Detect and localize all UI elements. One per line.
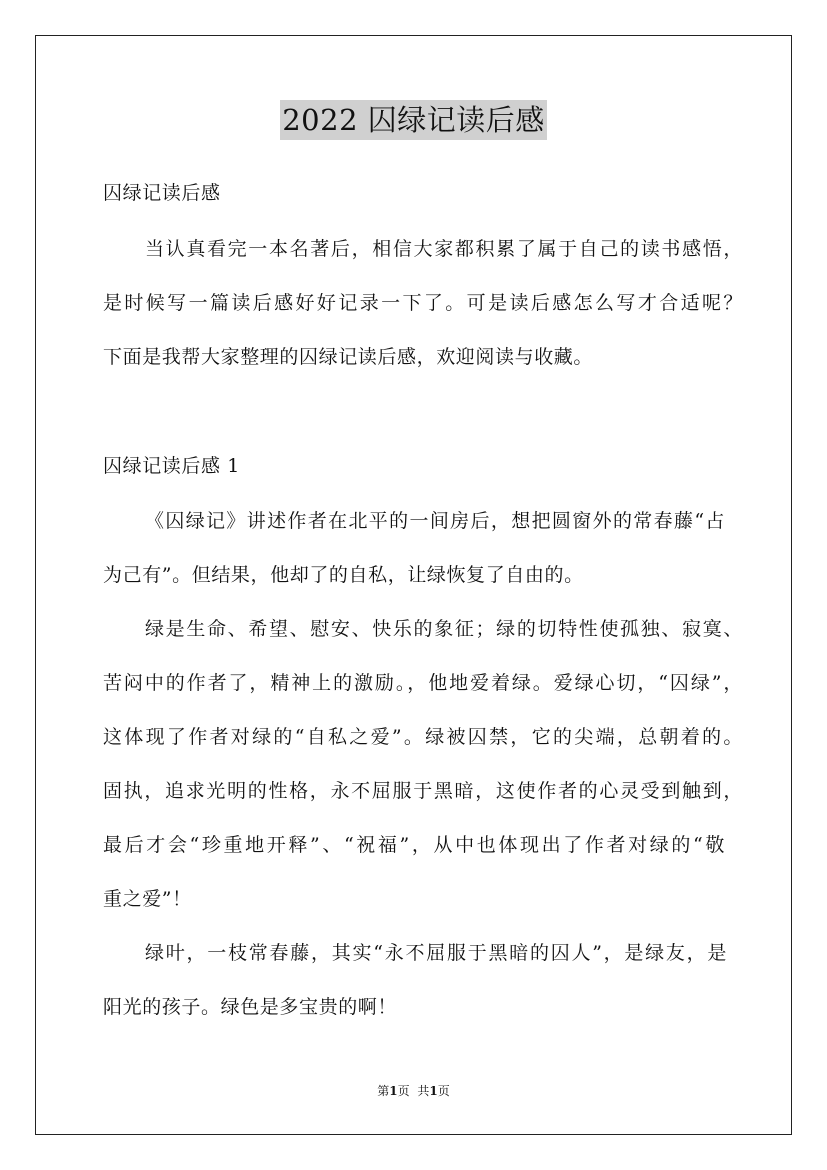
- document-title: 2022 囚绿记读后感: [280, 100, 547, 140]
- total-label-prefix: 共: [417, 1084, 430, 1098]
- total-pages: 1: [429, 1084, 438, 1098]
- intro-line: 当认真看完一本名著后，相信大家都积累了属于自己的读书感悟，: [145, 238, 743, 260]
- page-label-prefix: 第: [377, 1084, 390, 1098]
- paragraph-line: 绿是生命、希望、慰安、快乐的象征；绿的切特性使孤独、寂寞、: [145, 618, 743, 640]
- paragraph-line: 重之爱”！: [103, 888, 192, 910]
- total-label-suffix: 页: [437, 1084, 450, 1098]
- section-heading: 囚绿记读后感 1: [103, 455, 240, 477]
- page-footer: [0, 1083, 827, 1099]
- subheading: 囚绿记读后感: [103, 182, 221, 204]
- paragraph-line: 苦闷中的作者了，精神上的激励。，他地爱着绿。爱绿心切，“囚绿”，: [103, 672, 743, 694]
- page-number: 1: [389, 1084, 398, 1098]
- paragraph-line: 固执，追求光明的性格，永不屈服于黑暗，这使作者的心灵受到触到，: [103, 780, 743, 802]
- title-container: [0, 100, 827, 140]
- paragraph-line: 《囚绿记》讲述作者在北平的一间房后，想把圆窗外的常春藤“占: [145, 510, 725, 532]
- intro-line: 下面是我帮大家整理的囚绿记读后感，欢迎阅读与收藏。: [103, 346, 594, 368]
- page-label-suffix: 页: [397, 1084, 410, 1098]
- paragraph-line: 阳光的孩子。绿色是多宝贵的啊！: [103, 996, 398, 1018]
- paragraph-line: 绿叶，一枝常春藤，其实“永不屈服于黑暗的囚人”，是绿友，是: [145, 942, 727, 964]
- paragraph-line: 为己有”。但结果，他却了的自私，让绿恢复了自由的。: [103, 564, 584, 586]
- paragraph-line: 最后才会“珍重地开释”、“祝福”，从中也体现出了作者对绿的“敬: [103, 834, 725, 856]
- intro-line: 是时候写一篇读后感好好记录一下了。可是读后感怎么写才合适呢？: [103, 292, 743, 314]
- paragraph-line: 这体现了作者对绿的“自私之爱”。绿被囚禁，它的尖端，总朝着的。: [103, 726, 743, 748]
